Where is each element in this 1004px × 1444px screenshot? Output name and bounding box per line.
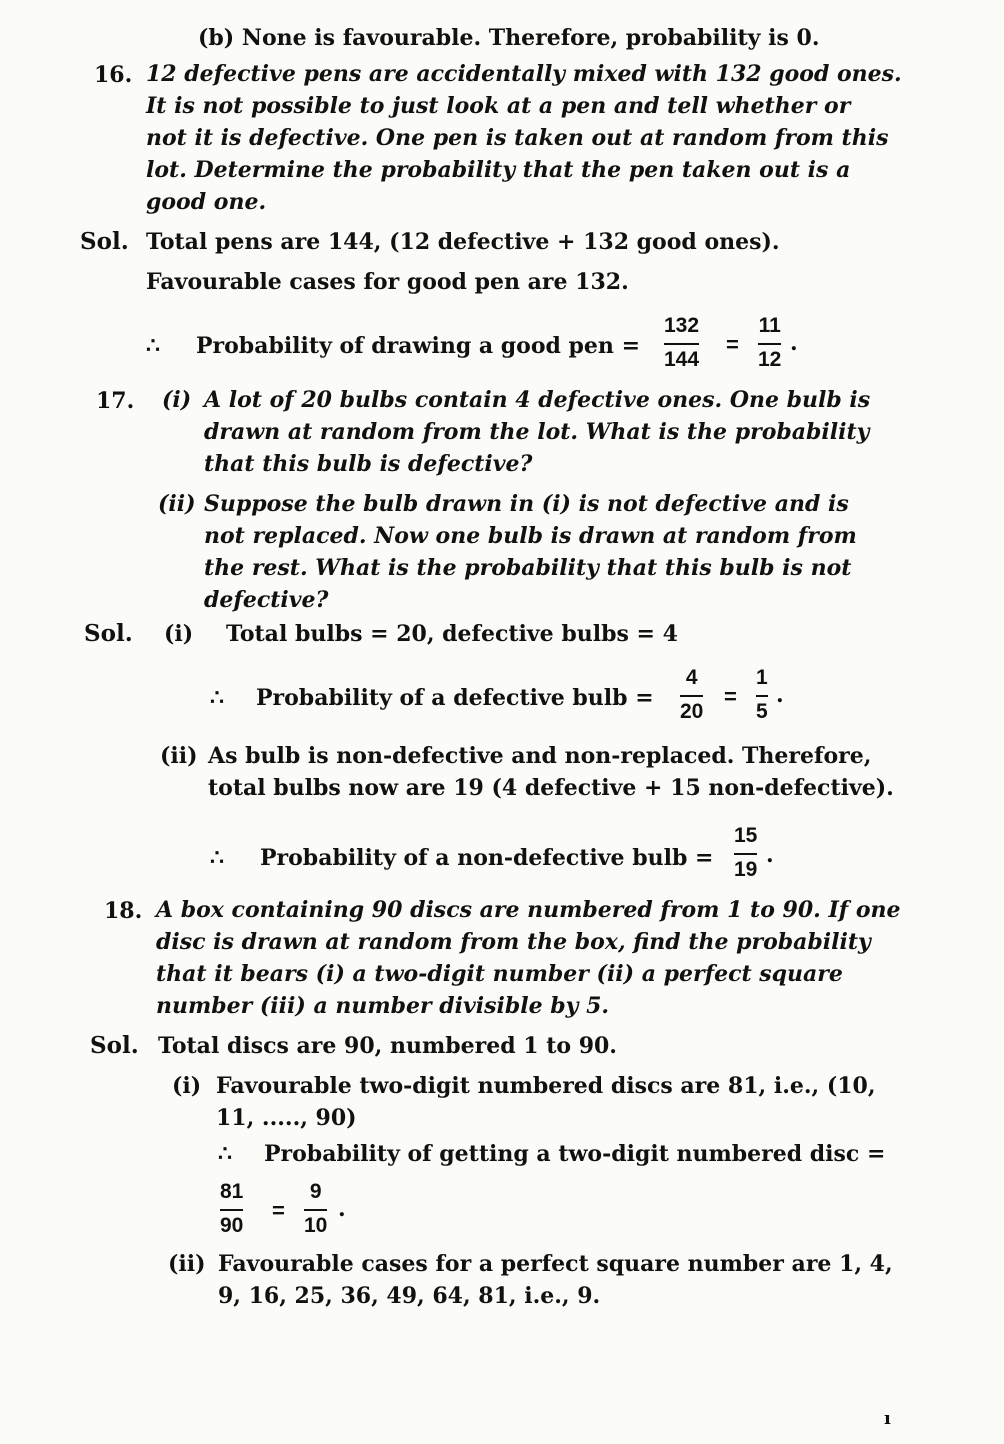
fraction-1-5 — [756, 666, 768, 724]
question-17-i-line-2: drawn at random from the lot. What is the probability — [204, 419, 870, 445]
fraction-numerator: 81 — [220, 1180, 244, 1203]
fraction-denominator: 144 — [664, 348, 700, 371]
therefore-symbol: ∴ — [210, 685, 224, 711]
question-18-number: 18. — [104, 898, 143, 924]
print-mark: ı — [884, 1408, 891, 1429]
solution-17-i-text: Total bulbs = 20, defective bulbs = 4 — [226, 621, 678, 647]
question-17-ii-line-1: Suppose the bulb drawn in (i) is not defective and is — [204, 491, 849, 517]
equals-sign: = — [724, 684, 737, 709]
fraction-4-20 — [680, 666, 703, 724]
solution-18-part-ii-label: (ii) — [168, 1251, 206, 1277]
period: . — [766, 842, 774, 868]
equals-sign: = — [272, 1198, 285, 1223]
question-17-ii-line-2: not replaced. Now one bulb is drawn at random from — [204, 523, 857, 549]
solution-17-probability-2-text: Probability of a non-defective bulb = — [260, 845, 714, 871]
question-18-line-3: that it bears (i) a two-digit number (ii) a perfect square — [156, 961, 843, 987]
question-17-number: 17. — [96, 388, 135, 414]
solution-18-label: Sol. — [90, 1032, 139, 1059]
solution-16-probability-text: Probability of drawing a good pen = — [196, 333, 641, 359]
solution-16-line-1: Total pens are 144, (12 defective + 132 good ones). — [146, 229, 780, 255]
fraction-bar — [220, 1209, 243, 1211]
solution-17-probability-1-text: Probability of a defective bulb = — [256, 685, 654, 711]
therefore-symbol: ∴ — [210, 845, 224, 871]
solution-18-probability-text: Probability of getting a two-digit numbered disc = — [264, 1141, 886, 1167]
solution-18-ii-line-1: Favourable cases for a perfect square number are 1, 4, — [218, 1251, 893, 1277]
question-17-ii-line-4: defective? — [204, 587, 329, 613]
fraction-denominator: 10 — [304, 1214, 328, 1237]
question-16-number: 16. — [94, 62, 133, 88]
period: . — [338, 1196, 346, 1222]
solution-16-line-2: Favourable cases for good pen are 132. — [146, 269, 629, 295]
fraction-bar — [758, 343, 781, 345]
solution-18-line-1: Total discs are 90, numbered 1 to 90. — [158, 1033, 617, 1059]
fraction-numerator: 132 — [664, 314, 700, 337]
solution-17-ii-line-1: As bulb is non-defective and non-replaced. Therefore, — [208, 743, 872, 769]
period: . — [776, 682, 784, 708]
question-17-i-line-3: that this bulb is defective? — [204, 451, 533, 477]
therefore-symbol: ∴ — [218, 1141, 232, 1167]
fraction-denominator: 90 — [220, 1214, 244, 1237]
therefore-symbol: ∴ — [146, 333, 160, 359]
equals-sign: = — [726, 332, 739, 357]
fraction-numerator: 9 — [309, 1180, 322, 1203]
fraction-11-12 — [758, 314, 781, 372]
solution-17-part-i-label: (i) — [164, 621, 194, 647]
question-17-i-line-1: A lot of 20 bulbs contain 4 defective ones. One bulb is — [204, 387, 871, 413]
fraction-132-144 — [664, 314, 699, 372]
question-18-line-2: disc is drawn at random from the box, find the probability — [156, 929, 871, 955]
solution-18-i-line-1: Favourable two-digit numbered discs are 81, i.e., (10, — [216, 1073, 876, 1099]
question-16-line-5: good one. — [146, 189, 267, 215]
fraction-denominator: 20 — [680, 700, 704, 723]
fraction-bar — [756, 695, 768, 697]
question-17-part-ii-label: (ii) — [158, 491, 196, 517]
fraction-denominator: 12 — [758, 348, 782, 371]
question-17-part-i-label: (i) — [162, 387, 192, 413]
question-16-line-2: It is not possible to just look at a pen and tell whether or — [146, 93, 851, 119]
fraction-numerator: 11 — [758, 314, 781, 337]
fraction-bar — [304, 1209, 327, 1211]
answer-b-line: (b) None is favourable. Therefore, probability is 0. — [198, 25, 820, 51]
solution-18-part-i-label: (i) — [172, 1073, 202, 1099]
fraction-bar — [680, 695, 703, 697]
question-16-line-3: not it is defective. One pen is taken out at random from this — [146, 125, 889, 151]
fraction-denominator: 19 — [734, 858, 758, 881]
solution-16-label: Sol. — [80, 228, 129, 255]
solution-17-ii-line-2: total bulbs now are 19 (4 defective + 15 non-defective). — [208, 775, 894, 801]
fraction-bar — [664, 343, 699, 345]
question-18-line-1: A box containing 90 discs are numbered from 1 to 90. If one — [156, 897, 901, 923]
fraction-bar — [734, 853, 757, 855]
fraction-81-90 — [220, 1180, 243, 1238]
period: . — [790, 330, 798, 356]
question-17-ii-line-3: the rest. What is the probability that this bulb is not — [204, 555, 852, 581]
fraction-numerator: 1 — [756, 666, 768, 689]
solution-17-part-ii-label: (ii) — [160, 743, 198, 769]
fraction-numerator: 4 — [685, 666, 698, 689]
question-16-line-1: 12 defective pens are accidentally mixed with 132 good ones. — [146, 61, 902, 87]
question-16-line-4: lot. Determine the probability that the pen taken out is a — [146, 157, 851, 183]
fraction-denominator: 5 — [756, 700, 768, 723]
solution-17-label: Sol. — [84, 620, 133, 647]
solution-18-ii-line-2: 9, 16, 25, 36, 49, 64, 81, i.e., 9. — [218, 1283, 601, 1309]
fraction-9-10 — [304, 1180, 327, 1238]
fraction-15-19 — [734, 824, 757, 882]
question-18-line-4: number (iii) a number divisible by 5. — [156, 993, 610, 1019]
fraction-numerator: 15 — [734, 824, 758, 847]
solution-18-i-line-2: 11, ....., 90) — [216, 1105, 357, 1131]
